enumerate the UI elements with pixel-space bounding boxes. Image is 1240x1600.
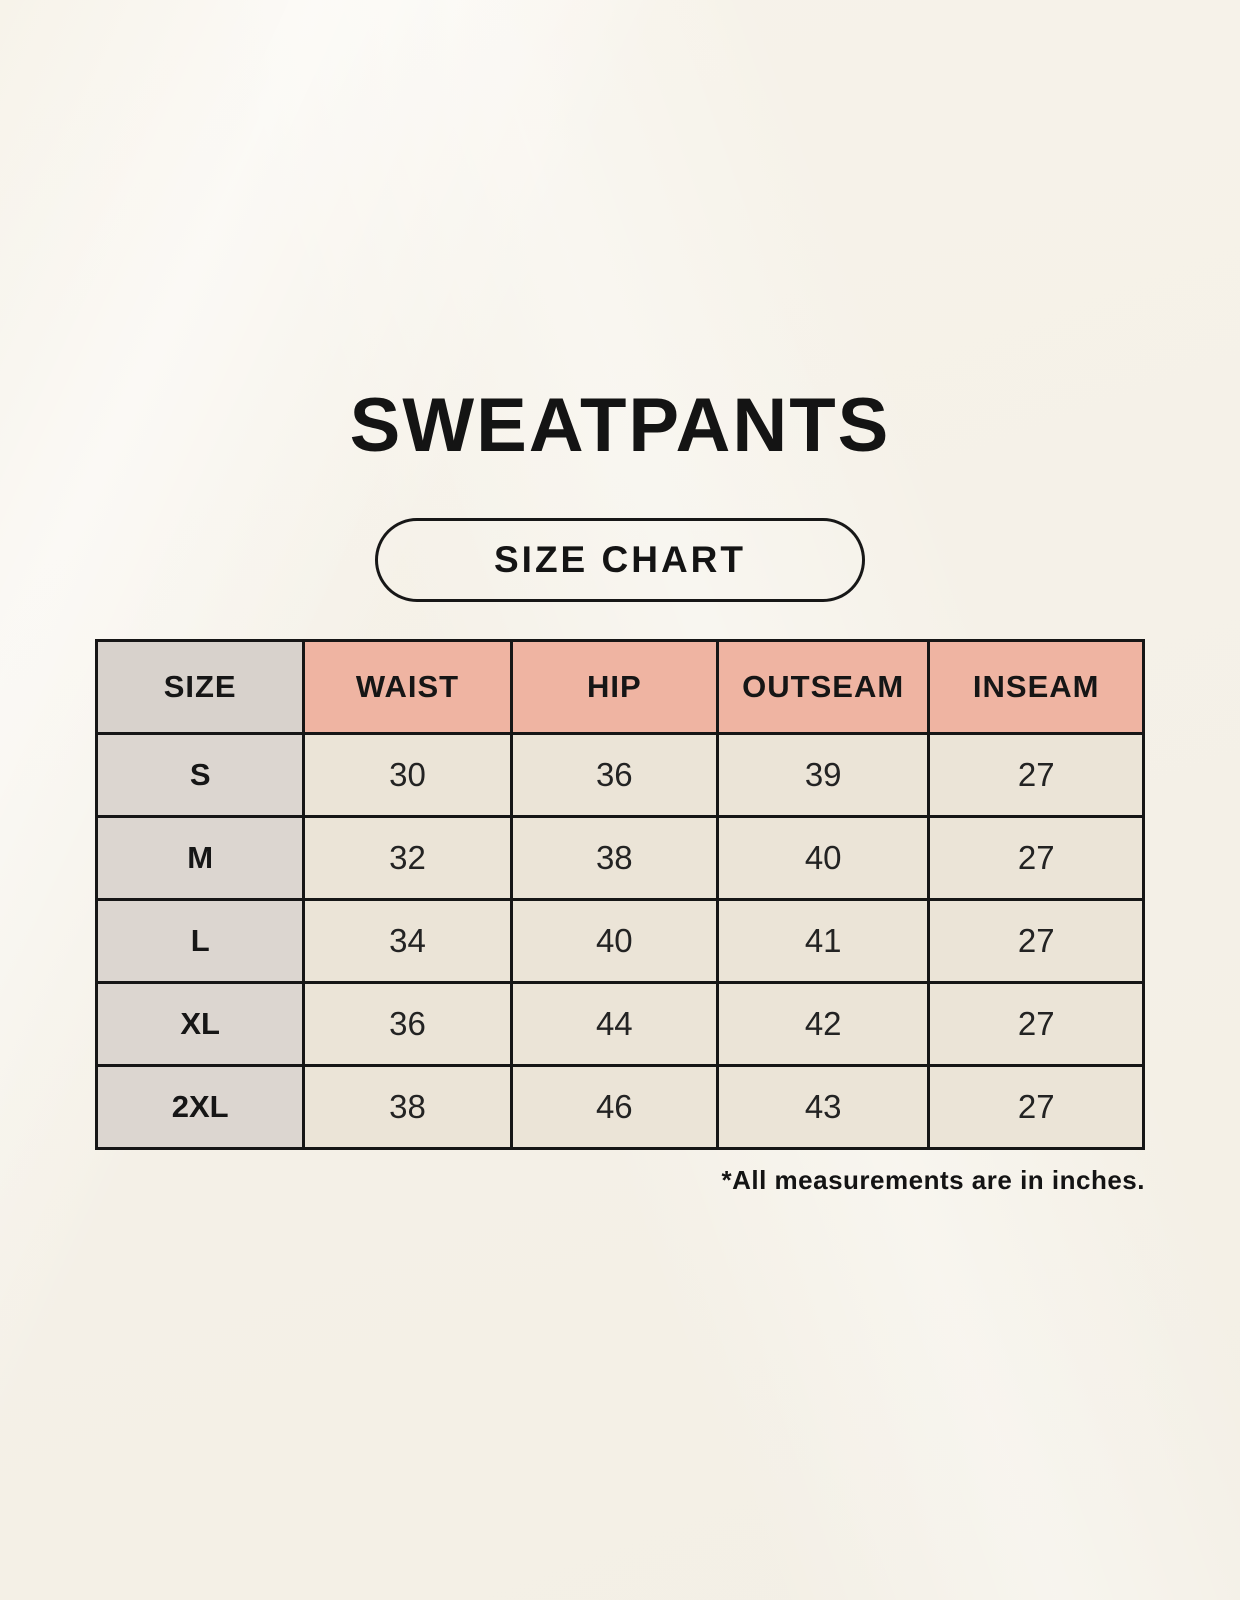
row-label-cell: 2XL: [97, 1065, 304, 1148]
value-cell-inseam: 27: [929, 899, 1144, 982]
value-cell-hip: 46: [511, 1065, 717, 1148]
value-cell-waist: 38: [304, 1065, 511, 1148]
value-cell-inseam: 27: [929, 816, 1144, 899]
value-cell-outseam: 39: [717, 733, 928, 816]
value-cell-waist: 36: [304, 982, 511, 1065]
row-label-cell: L: [97, 899, 304, 982]
page-title: SWEATPANTS: [349, 383, 891, 468]
table-row-xl: [97, 982, 1144, 1065]
header-cell-hip: HIP: [511, 640, 717, 733]
value-cell-hip: 36: [511, 733, 717, 816]
value-cell-waist: 32: [304, 816, 511, 899]
value-cell-waist: 34: [304, 899, 511, 982]
table-row-s: [97, 733, 1144, 816]
header-row: [97, 640, 1144, 733]
size-chart-table: [95, 639, 1145, 1150]
size-chart-badge: [375, 518, 865, 602]
value-cell-outseam: 42: [717, 982, 928, 1065]
table-body: [97, 733, 1144, 1148]
value-cell-hip: 38: [511, 816, 717, 899]
header-cell-size: SIZE: [97, 640, 304, 733]
table-row-m: [97, 816, 1144, 899]
table-row-2xl: [97, 1065, 1144, 1148]
header-cell-waist: WAIST: [304, 640, 511, 733]
row-label-cell: M: [97, 816, 304, 899]
value-cell-waist: 30: [304, 733, 511, 816]
value-cell-outseam: 41: [717, 899, 928, 982]
value-cell-hip: 40: [511, 899, 717, 982]
table-header: [97, 640, 1144, 733]
size-chart-badge-label: SIZE CHART: [494, 538, 746, 580]
value-cell-outseam: 40: [717, 816, 928, 899]
header-cell-inseam: INSEAM: [929, 640, 1144, 733]
measurements-footnote: *All measurements are in inches.: [721, 1164, 1145, 1195]
value-cell-inseam: 27: [929, 982, 1144, 1065]
table-row-l: [97, 899, 1144, 982]
row-label-cell: XL: [97, 982, 304, 1065]
row-label-cell: S: [97, 733, 304, 816]
page-content: [95, 0, 1145, 1196]
value-cell-outseam: 43: [717, 1065, 928, 1148]
value-cell-inseam: 27: [929, 733, 1144, 816]
value-cell-inseam: 27: [929, 1065, 1144, 1148]
value-cell-hip: 44: [511, 982, 717, 1065]
header-cell-outseam: OUTSEAM: [717, 640, 928, 733]
